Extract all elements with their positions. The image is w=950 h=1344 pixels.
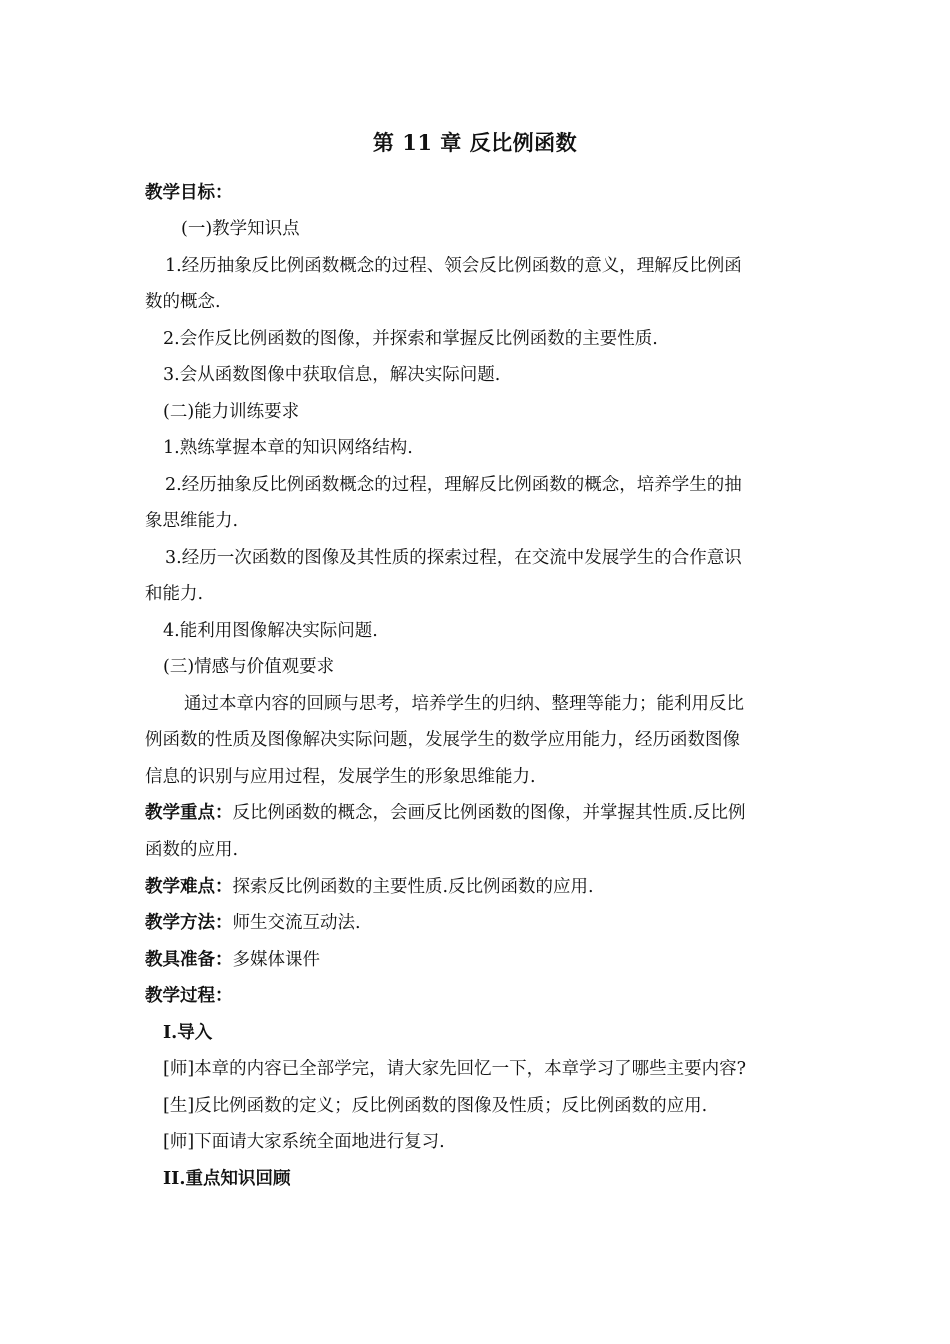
key-points-line1 bbox=[145, 800, 746, 826]
s2-item2-line2: 象思维能力. bbox=[145, 511, 239, 531]
section2-heading: (二)能力训练要求 bbox=[163, 402, 300, 422]
tools-line bbox=[145, 947, 320, 973]
method-label: 教学方法： bbox=[145, 913, 233, 933]
chapter-title: 第 11 章 反比例函数 bbox=[372, 130, 578, 155]
tools-text: 多媒体课件 bbox=[232, 950, 320, 970]
dialog-line-1: [师]本章的内容已全部学完，请大家先回忆一下，本章学习了哪些主要内容? bbox=[163, 1059, 747, 1079]
s1-item3: 3.会从函数图像中获取信息，解决实际问题. bbox=[163, 365, 501, 385]
dialog-line-2: [生]反比例函数的定义；反比例函数的图像及性质；反比例函数的应用. bbox=[163, 1096, 708, 1116]
s1-item2: 2.会作反比例函数的图像，并探索和掌握反比例函数的主要性质. bbox=[163, 329, 658, 349]
objectives-heading: 教学目标： bbox=[145, 183, 233, 203]
tools-label: 教具准备： bbox=[145, 950, 233, 970]
s3-line1: 通过本章内容的回顾与思考，培养学生的归纳、整理等能力；能利用反比 bbox=[184, 694, 744, 714]
key-points-text: 反比例函数的概念，会画反比例函数的图像，并掌握其性质.反比例 bbox=[232, 803, 746, 823]
method-text: 师生交流互动法. bbox=[232, 913, 361, 933]
key-points-line2: 函数的应用. bbox=[145, 840, 239, 860]
s2-item2-line1: 2.经历抽象反比例函数概念的过程，理解反比例函数的概念，培养学生的抽 bbox=[165, 475, 742, 495]
s1-item1-line1: 1.经历抽象反比例函数概念的过程、领会反比例函数的意义，理解反比例函 bbox=[165, 256, 742, 276]
s1-item1-line2: 数的概念. bbox=[145, 292, 221, 312]
difficulty-label: 教学难点： bbox=[145, 877, 233, 897]
difficulty-text: 探索反比例函数的主要性质.反比例函数的应用. bbox=[232, 877, 594, 897]
review-heading: II.重点知识回顾 bbox=[163, 1169, 291, 1189]
s2-item1: 1.熟练掌握本章的知识网络结构. bbox=[163, 438, 413, 458]
s2-item4: 4.能利用图像解决实际问题. bbox=[163, 621, 378, 641]
section3-heading: (三)情感与价值观要求 bbox=[163, 657, 335, 677]
dialog-line-3: [师]下面请大家系统全面地进行复习. bbox=[163, 1132, 445, 1152]
s2-item3-line2: 和能力. bbox=[145, 584, 204, 604]
process-heading: 教学过程： bbox=[145, 986, 233, 1006]
s2-item3-line1: 3.经历一次函数的图像及其性质的探索过程，在交流中发展学生的合作意识 bbox=[165, 548, 742, 568]
method-line bbox=[145, 910, 361, 936]
key-points-label: 教学重点： bbox=[145, 803, 233, 823]
difficulty-line bbox=[145, 874, 594, 900]
s3-line2: 例函数的性质及图像解决实际问题，发展学生的数学应用能力，经历函数图像 bbox=[145, 730, 740, 750]
s3-line3: 信息的识别与应用过程，发展学生的形象思维能力. bbox=[145, 767, 536, 787]
intro-heading: I.导入 bbox=[163, 1023, 213, 1043]
section1-heading: (一)教学知识点 bbox=[181, 219, 300, 239]
